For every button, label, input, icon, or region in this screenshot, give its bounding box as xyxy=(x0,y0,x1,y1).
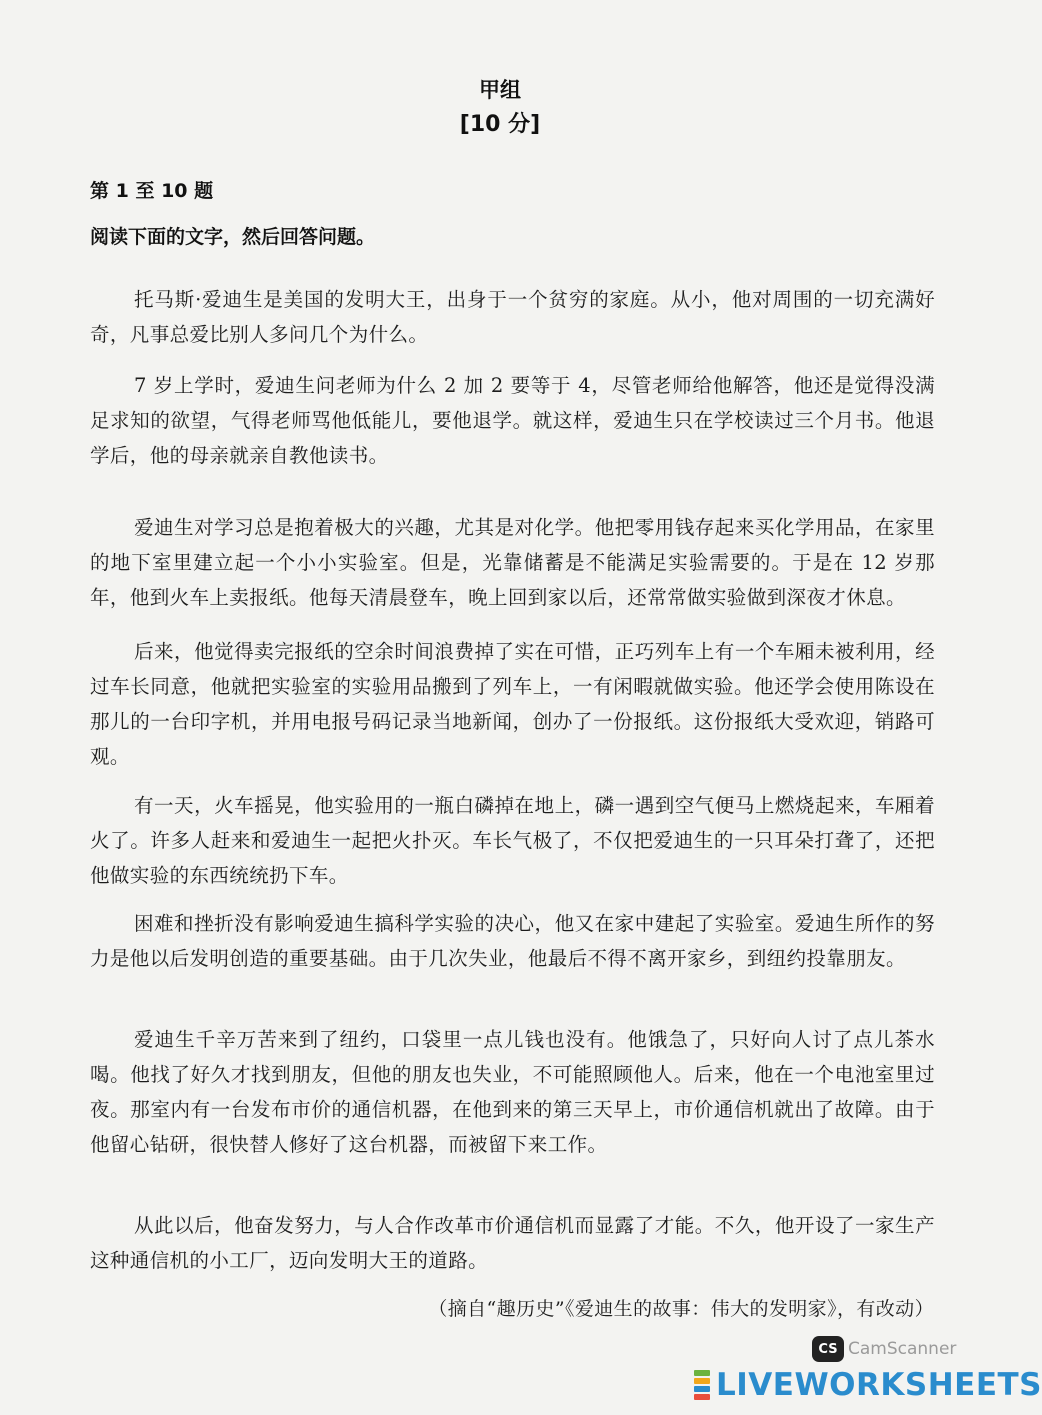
passage-paragraph-1: 托马斯·爱迪生是美国的发明大王，出身于一个贫穷的家庭。从小，他对周围的一切充满好奇，凡事总爱比别人多问几个为什么。 xyxy=(90,288,935,346)
passage-paragraph-8: 从此以后，他奋发努力，与人合作改革市价通信机而显露了才能。不久，他开设了一家生产这种通信机的小工厂，迈向发明大王的道路。 xyxy=(90,1214,935,1272)
passage-paragraph-5: 有一天，火车摇晃，他实验用的一瓶白磷掉在地上，磷一遇到空气便马上燃烧起来，车厢着火了。许多人赶来和爱迪生一起把火扑灭。车长气极了，不仅把爱迪生的一只耳朵打聋了，还把他做实验的东西统统扔下车。 xyxy=(90,794,935,887)
camscanner-watermark xyxy=(812,1336,956,1362)
passage-paragraph-2: 7 岁上学时，爱迪生问老师为什么 2 加 2 要等于 4，尽管老师给他解答，他还是觉得没满足求知的欲望，气得老师骂他低能儿，要他退学。就这样，爱迪生只在学校读过三个月书。他退学后，他的母亲就亲自教他读书。 xyxy=(90,374,935,467)
passage-source: （摘自“趣历史”《爱迪生的故事：伟大的发明家》，有改动） xyxy=(428,1298,934,1320)
liveworksheets-logo-icon xyxy=(694,1370,710,1400)
passage-paragraph-6: 困难和挫折没有影响爱迪生搞科学实验的决心，他又在家中建起了实验室。爱迪生所作的努力是他以后发明创造的重要基础。由于几次失业，他最后不得不离开家乡，到纽约投靠朋友。 xyxy=(90,912,935,970)
passage-paragraph-7: 爱迪生千辛万苦来到了纽约，口袋里一点儿钱也没有。他饿急了，只好向人讨了点儿茶水喝。他找了好久才找到朋友，但他的朋友也失业，不可能照顾他人。后来，他在一个电池室里过夜。那室内有一台发布市价的通信机器，在他到来的第三天早上，市价通信机就出了故障。由于他留心钻研，很快替人修好了这台机器，而被留下来工作。 xyxy=(90,1028,935,1156)
passage-paragraph-4: 后来，他觉得卖完报纸的空余时间浪费掉了实在可惜，正巧列车上有一个车厢未被利用，经过车长同意，他就把实验室的实验用品搬到了列车上，一有闲暇就做实验。他还学会使用陈设在那儿的一台印字机，并用电报号码记录当地新闻，创办了一份报纸。这份报纸大受欢迎，销路可观。 xyxy=(90,640,935,768)
score-label: [10 分] xyxy=(459,112,541,137)
passage-paragraph-3: 爱迪生对学习总是抱着极大的兴趣，尤其是对化学。他把零用钱存起来买化学用品，在家里的地下室里建立起一个小小实验室。但是，光靠储蓄是不能满足实验需要的。于是在 12 岁那年，他到火车上卖报纸。他每天清晨登车，晚上回到家以后，还常常做实验做到深夜才休息。 xyxy=(90,516,935,609)
camscanner-icon: CS xyxy=(812,1336,844,1362)
reading-instruction: 阅读下面的文字，然后回答问题。 xyxy=(90,226,376,248)
question-range: 第 1 至 10 题 xyxy=(90,180,214,202)
liveworksheets-watermark xyxy=(694,1368,1042,1402)
liveworksheets-brand-text: LIVEWORKSHEETS xyxy=(716,1367,1042,1403)
camscanner-text: CamScanner xyxy=(848,1339,957,1359)
group-title: 甲组 xyxy=(479,78,521,102)
